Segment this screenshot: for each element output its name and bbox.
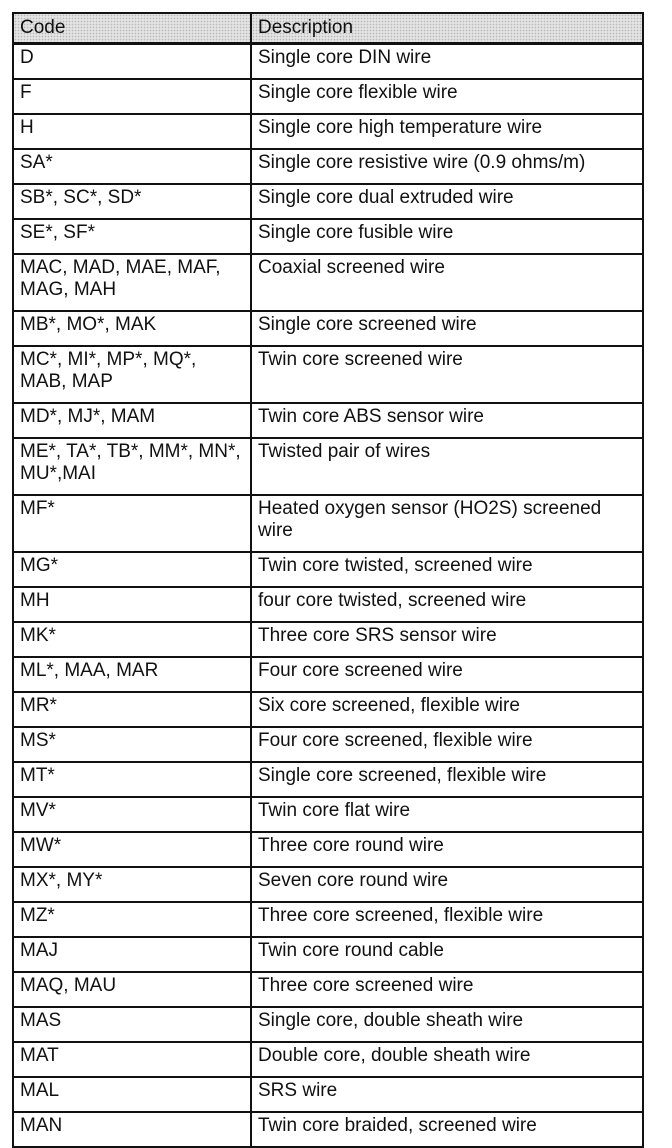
cell-description: Single core dual extruded wire (251, 184, 643, 219)
table-row (13, 346, 643, 403)
table-row (13, 149, 643, 184)
cell-code: ME*, TA*, TB*, MM*, MN*, MU*,MAI (13, 438, 251, 495)
table-row (13, 902, 643, 937)
table-body (13, 44, 643, 1148)
table-row (13, 311, 643, 346)
table-row (13, 832, 643, 867)
cell-description: Twin core twisted, screened wire (251, 552, 643, 587)
wire-code-table (12, 12, 644, 1148)
cell-code: MS* (13, 727, 251, 762)
table-row (13, 403, 643, 438)
cell-description: Single core resistive wire (0.9 ohms/m) (251, 149, 643, 184)
cell-description: Four core screened, flexible wire (251, 727, 643, 762)
cell-code: SA* (13, 149, 251, 184)
table-row (13, 184, 643, 219)
cell-code: D (13, 44, 251, 80)
table-row (13, 972, 643, 1007)
cell-code: H (13, 114, 251, 149)
cell-code: MR* (13, 692, 251, 727)
cell-description: Twin core ABS sensor wire (251, 403, 643, 438)
cell-code: MK* (13, 622, 251, 657)
cell-description: Single core screened, flexible wire (251, 762, 643, 797)
cell-code: MAL (13, 1077, 251, 1112)
cell-code: MB*, MO*, MAK (13, 311, 251, 346)
cell-description: Twin core flat wire (251, 797, 643, 832)
cell-description: Twin core screened wire (251, 346, 643, 403)
cell-code: MW* (13, 832, 251, 867)
cell-code: MT* (13, 762, 251, 797)
cell-code: MZ* (13, 902, 251, 937)
table-row (13, 937, 643, 972)
table-row (13, 762, 643, 797)
cell-code: MD*, MJ*, MAM (13, 403, 251, 438)
cell-description: Three core round wire (251, 832, 643, 867)
cell-code: MV* (13, 797, 251, 832)
cell-code: SE*, SF* (13, 219, 251, 254)
cell-description: Single core DIN wire (251, 44, 643, 80)
cell-code: MAT (13, 1042, 251, 1077)
cell-description: Heated oxygen sensor (HO2S) screened wire (251, 495, 643, 552)
cell-description: Double core, double sheath wire (251, 1042, 643, 1077)
cell-description: Three core SRS sensor wire (251, 622, 643, 657)
table-row (13, 1007, 643, 1042)
cell-code: MAN (13, 1112, 251, 1147)
cell-description: Single core fusible wire (251, 219, 643, 254)
cell-code: F (13, 79, 251, 114)
table-row (13, 657, 643, 692)
cell-code: MAJ (13, 937, 251, 972)
table-row (13, 797, 643, 832)
table-row (13, 219, 643, 254)
cell-description: four core twisted, screened wire (251, 587, 643, 622)
cell-code: MX*, MY* (13, 867, 251, 902)
cell-description: Twin core braided, screened wire (251, 1112, 643, 1147)
table-row (13, 587, 643, 622)
cell-code: MF* (13, 495, 251, 552)
cell-description: Single core flexible wire (251, 79, 643, 114)
column-header-code: Code (13, 13, 251, 44)
table-row (13, 622, 643, 657)
cell-description: Six core screened, flexible wire (251, 692, 643, 727)
cell-description: SRS wire (251, 1077, 643, 1112)
cell-code: MC*, MI*, MP*, MQ*, MAB, MAP (13, 346, 251, 403)
cell-description: Three core screened, flexible wire (251, 902, 643, 937)
cell-code: MAS (13, 1007, 251, 1042)
cell-code: MG* (13, 552, 251, 587)
table-row (13, 552, 643, 587)
cell-description: Single core, double sheath wire (251, 1007, 643, 1042)
cell-description: Twisted pair of wires (251, 438, 643, 495)
table-row (13, 79, 643, 114)
cell-description: Four core screened wire (251, 657, 643, 692)
table-row (13, 438, 643, 495)
cell-description: Coaxial screened wire (251, 254, 643, 311)
cell-code: ML*, MAA, MAR (13, 657, 251, 692)
table-row (13, 44, 643, 80)
cell-description: Single core high temperature wire (251, 114, 643, 149)
table-row (13, 1042, 643, 1077)
cell-code: MAQ, MAU (13, 972, 251, 1007)
cell-code: MH (13, 587, 251, 622)
table-header-row (13, 13, 643, 44)
table-row (13, 254, 643, 311)
cell-description: Twin core round cable (251, 937, 643, 972)
cell-description: Seven core round wire (251, 867, 643, 902)
cell-code: MAC, MAD, MAE, MAF, MAG, MAH (13, 254, 251, 311)
table-row (13, 1077, 643, 1112)
table-row (13, 867, 643, 902)
table-row (13, 114, 643, 149)
column-header-description: Description (251, 13, 643, 44)
table-row (13, 1112, 643, 1147)
cell-description: Three core screened wire (251, 972, 643, 1007)
table-row (13, 692, 643, 727)
wire-code-table-container (12, 12, 642, 1148)
cell-description: Single core screened wire (251, 311, 643, 346)
table-row (13, 727, 643, 762)
cell-code: SB*, SC*, SD* (13, 184, 251, 219)
table-row (13, 495, 643, 552)
